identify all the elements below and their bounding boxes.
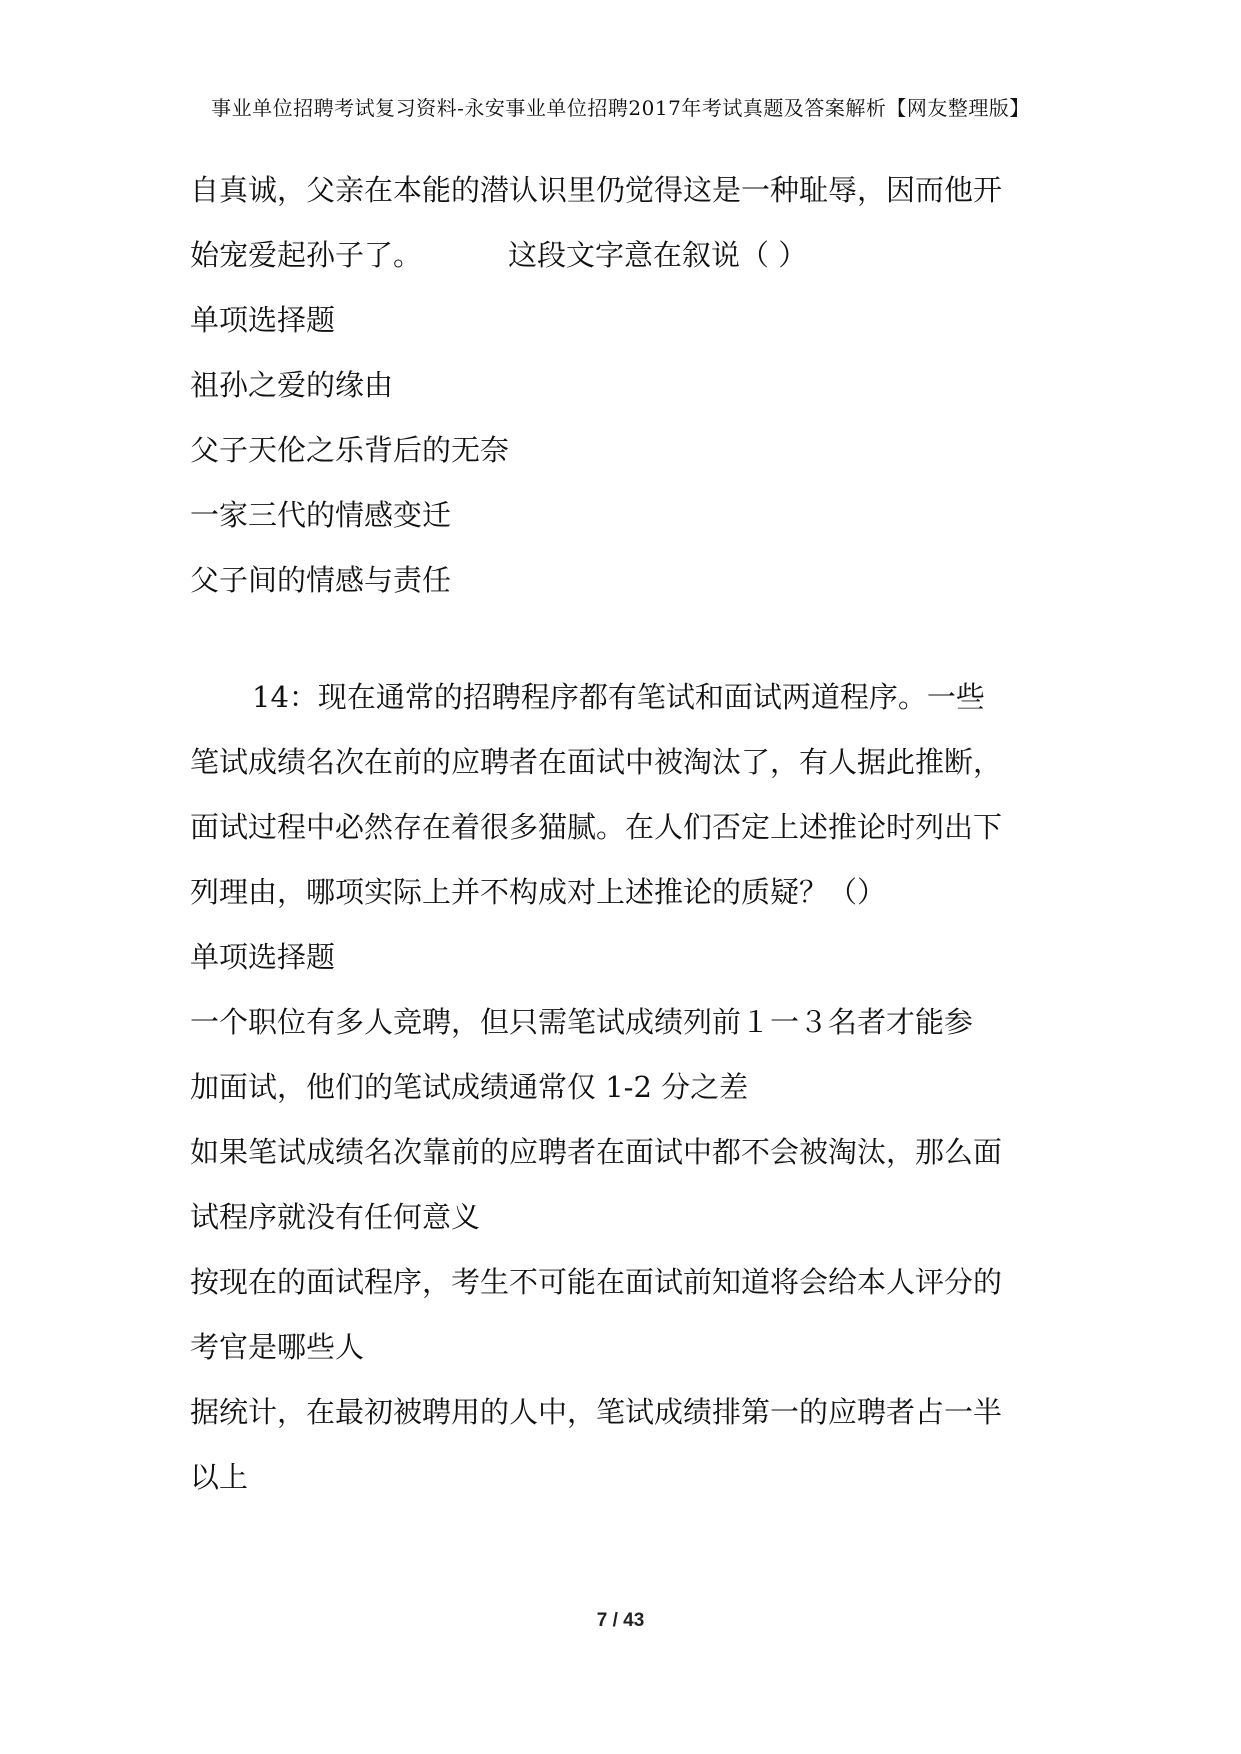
q14-option-line: 据统计，在最初被聘用的人中，笔试成绩排第一的应聘者占一半 [190, 1395, 1003, 1429]
q13-passage-line: 自真诚，父亲在本能的潜认识里仍觉得这是一种耻辱，因而他开 [190, 173, 1003, 207]
q14-option-line: 按现在的面试程序，考生不可能在面试前知道将会给本人评分的 [190, 1265, 1003, 1299]
q13-option: 祖孙之爱的缘由 [190, 368, 394, 402]
q14-option-line: 试程序就没有任何意义 [190, 1200, 481, 1234]
q14-question-type: 单项选择题 [190, 940, 336, 974]
q13-option: 父子间的情感与责任 [190, 563, 452, 597]
q13-question-type: 单项选择题 [190, 303, 336, 337]
document-body [190, 158, 1070, 1510]
q14-option-line: 如果笔试成绩名次靠前的应聘者在面试中都不会被淘汰，那么面 [190, 1135, 1003, 1169]
q14-stem-line: 面试过程中必然存在着很多猫腻。在人们否定上述推论时列出下 [190, 810, 1003, 844]
q13-passage-end: 始宠爱起孙子了。 [190, 238, 423, 272]
q14-stem-line: 笔试成绩名次在前的应聘者在面试中被淘汰了，有人据此推断， [190, 745, 1003, 779]
q14-option-line: 一个职位有多人竞聘，但只需笔试成绩列前１一３名者才能参 [190, 1005, 974, 1039]
page-number: 7 / 43 [596, 1610, 645, 1631]
q13-question: 这段文字意在叙说（ ） [508, 238, 808, 272]
q13-option: 父子天伦之乐背后的无奈 [190, 433, 510, 467]
q13-passage-line [190, 223, 1070, 288]
page-header: 事业单位招聘考试复习资料-永安事业单位招聘2017年考试真题及答案解析【网友整理版】 [211, 96, 1030, 120]
q14-stem-line: 列理由，哪项实际上并不构成对上述推论的质疑？（） [190, 875, 887, 909]
q14-option-line: 加面试，他们的笔试成绩通常仅 1-2 分之差 [190, 1070, 749, 1104]
q14-option-line: 考官是哪些人 [190, 1330, 365, 1364]
q13-option: 一家三代的情感变迁 [190, 498, 452, 532]
q14-option-line: 以上 [190, 1460, 249, 1494]
q14-stem-line: 14：现在通常的招聘程序都有笔试和面试两道程序。一些 [252, 680, 985, 714]
